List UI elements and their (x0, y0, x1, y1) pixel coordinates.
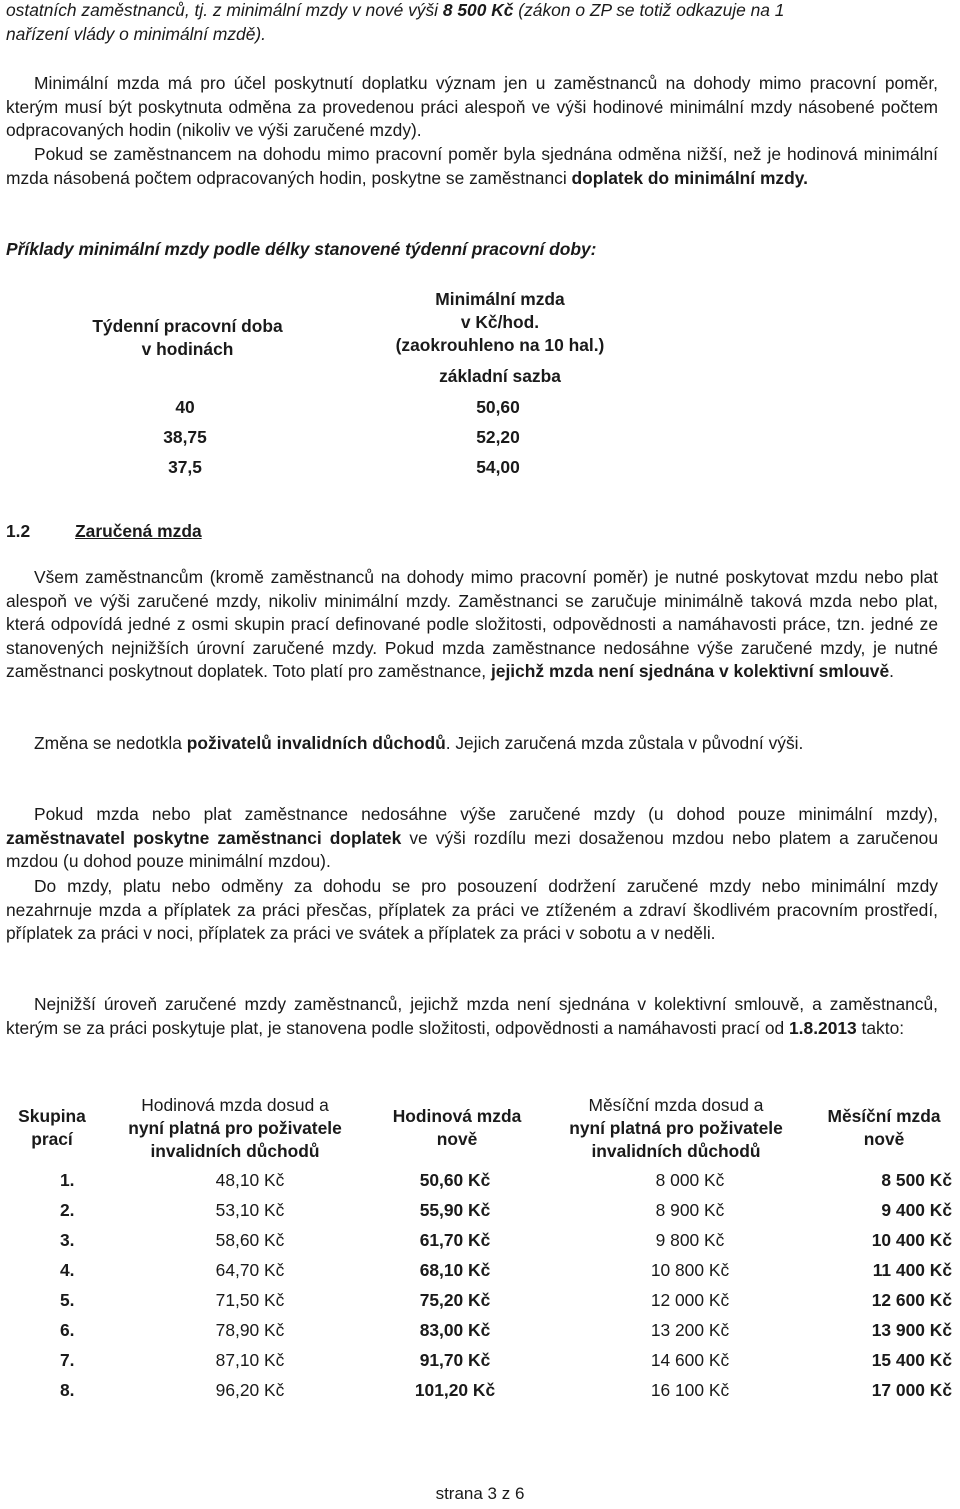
t2-cell-monthly-new: 9 400 Kč (881, 1200, 952, 1220)
t1-wage-r1: 50,60 (476, 397, 520, 417)
t2-cell-monthly-old: 13 200 Kč (650, 1320, 730, 1340)
t1-col2-header (340, 288, 660, 388)
p4-bold: poživatelů invalidních důchodů (186, 733, 446, 753)
t2-cell-monthly-old: 8 000 Kč (655, 1170, 725, 1190)
p5-end: ve výši rozdílu mezi dosaženou mzdou nebo platem a zaručenou mzdou (u dohod pouze minimální mzdou). (6, 827, 939, 871)
t2-cell-monthly-old: 16 100 Kč (650, 1380, 730, 1400)
t2-header-monthly-old-l1: Měsíční mzda dosud a (588, 1095, 764, 1115)
t2-header-monthly-new-l2: nově (863, 1129, 905, 1149)
t1-col2-header-l2: v Kč/hod. (460, 312, 540, 332)
t2-header-group-l2: prací (31, 1129, 73, 1149)
t2-cell-monthly-new: 11 400 Kč (872, 1260, 952, 1280)
page-footer: strana 3 z 6 (435, 1484, 525, 1503)
t1-col2-header-l3: (zaokrouhleno na 10 hal.) (395, 335, 605, 355)
t2-header-monthly-old-l3: invalidních důchodů (591, 1141, 761, 1161)
t2-cell-monthly-new: 12 600 Kč (871, 1290, 952, 1310)
examples-heading: Příklady minimální mzdy podle délky stanovené týdenní pracovní doby: (6, 239, 597, 259)
t2-header-group-l1: Skupina (18, 1106, 86, 1126)
p7-end: takto: (856, 1017, 905, 1038)
t2-cell-monthly-old: 12 000 Kč (650, 1290, 730, 1310)
t1-hours-r2: 38,75 (163, 427, 207, 447)
t2-cell-group: 7. (60, 1350, 75, 1370)
t1-col2-header-l1: Minimální mzda (435, 289, 565, 309)
t2-cell-group: 1. (60, 1170, 75, 1190)
t2-cell-hourly-old: 64,70 Kč (215, 1260, 285, 1280)
p3-text: Všem zaměstnancům (kromě zaměstnanců na dohody mimo pracovní poměr) je nutné poskytovat mzdu nebo plat alespoň ve výši zaručené mzdy, nikoliv minimální mzdy. Zaměstnanci se zaručuje minimálně taková mzda nebo plat, která odpovídá jedné z osmi skupin prací definované podle složitosti, odpovědnosti a namáhavosti práce, tzn. jedné ze stanovených nejnižších úrovní zaručené mzdy. Pokud mzda zaměstnance nedosáhne výše zaručené mzdy, je nutné zaměstnanci poskytnout doplatek. Toto platí pro zaměstnance, (6, 567, 938, 681)
t2-cell-hourly-new: 68,10 Kč (419, 1260, 491, 1280)
t2-cell-hourly-old: 58,60 Kč (215, 1230, 285, 1250)
p4-text: Změna se nedotkla (34, 733, 187, 753)
t2-cell-group: 2. (60, 1200, 75, 1220)
t2-cell-monthly-new: 15 400 Kč (871, 1350, 952, 1370)
p3-bold: jejichž mzda není sjednána v kolektivní smlouvě (490, 661, 890, 681)
p3-end: . (889, 661, 894, 681)
intro-line-2: nařízení vlády o minimální mzdě). (6, 23, 266, 44)
p7-date: 1.8.2013 (789, 1017, 857, 1038)
p5-bold: zaměstnavatel poskytne zaměstnanci doplatek (6, 827, 402, 848)
t2-cell-monthly-old: 14 600 Kč (650, 1350, 730, 1370)
t2-cell-monthly-old: 9 800 Kč (655, 1230, 725, 1250)
t1-col1-header-l1: Týdenní pracovní doba (92, 316, 283, 336)
t2-cell-hourly-new: 50,60 Kč (419, 1170, 491, 1190)
paragraph-employer-supplement (6, 803, 938, 874)
t2-cell-hourly-new: 75,20 Kč (419, 1290, 491, 1310)
t2-header-hourly-new-l2: nově (436, 1129, 478, 1149)
intro-continuation (6, 0, 938, 46)
t2-cell-monthly-new: 10 400 Kč (871, 1230, 952, 1250)
t2-header-hourly-old-l1: Hodinová mzda dosud a (141, 1095, 329, 1115)
t2-header-hourly-old-l3: invalidních důchodů (150, 1141, 320, 1161)
t2-header-monthly-old-l2: nyní platná pro poživatele (569, 1118, 783, 1138)
t1-wage-r3: 54,00 (476, 457, 520, 477)
paragraph-disability-pensioners (6, 732, 938, 756)
t2-cell-hourly-new: 55,90 Kč (419, 1200, 491, 1220)
t1-col2-subheader: základní sazba (439, 366, 561, 386)
p2-bold: doplatek do minimální mzdy. (571, 167, 808, 188)
t2-cell-hourly-old: 87,10 Kč (215, 1350, 285, 1370)
t2-header-hourly-new (372, 1105, 542, 1151)
t1-wage-r2: 52,20 (476, 427, 520, 447)
section-heading (6, 520, 938, 544)
t2-cell-group: 8. (60, 1380, 75, 1400)
t2-header-hourly-old (100, 1094, 370, 1163)
t2-cell-hourly-old: 96,20 Kč (215, 1380, 285, 1400)
t2-cell-monthly-new: 13 900 Kč (871, 1320, 952, 1340)
t2-header-hourly-new-l1: Hodinová mzda (392, 1106, 522, 1126)
t2-header-hourly-old-l2: nyní platná pro poživatele (128, 1118, 342, 1138)
t2-cell-group: 6. (60, 1320, 75, 1340)
intro-line-1-text: ostatních zaměstnanců, tj. z minimální mzdy v nové výši 8 500 Kč (zákon o ZP se totiž odkazuje na 1 (6, 0, 785, 20)
t1-hours-r1: 40 (175, 397, 195, 417)
paragraph-guaranteed-wage (6, 566, 938, 684)
paragraph-excluded-items: Do mzdy, platu nebo odměny za dohodu se pro posouzení dodržení zaručené mzdy nebo minimální mzdy nezahrnuje mzda a příplatek za práci přesčas, příplatek za práci ve ztíženém a zdraví škodlivém pracovním prostředí, příplatek za práci v noci, příplatek za práci ve svátek a příplatek za práci v sobotu a v neděli. (6, 876, 938, 943)
paragraph-minimum-wage-purpose: Minimální mzda má pro účel poskytnutí doplatku význam jen u zaměstnanců na dohody mimo pracovní poměr, kterým musí být poskytnuta odměna za provedenou práci alespoň ve výši hodinové minimální mzdy násobené počtem odpracovaných hodin (nikoliv ve výši zaručené mzdy). (6, 73, 938, 140)
t2-cell-group: 5. (60, 1290, 75, 1310)
t2-header-monthly-old (540, 1094, 812, 1163)
t2-cell-monthly-new: 17 000 Kč (871, 1380, 952, 1400)
paragraph-lowest-level (6, 993, 938, 1040)
section-title: Zaručená mzda (75, 521, 202, 541)
t2-header-monthly-new (810, 1105, 958, 1151)
new-minimum-wage-amount: 8 500 Kč (442, 0, 514, 20)
section-number: 1.2 (6, 521, 31, 541)
t2-cell-group: 4. (60, 1260, 75, 1280)
t2-cell-hourly-new: 91,70 Kč (419, 1350, 491, 1370)
paragraph-dohoda-supplement (6, 143, 938, 190)
p5-text: Pokud mzda nebo plat zaměstnance nedosáhne výše zaručené mzdy (u dohod pouze minimální mzdy), (34, 804, 938, 824)
p7-text: Nejnižší úroveň zaručené mzdy zaměstnanců, jejichž mzda není sjednána v kolektivní smlouvě, a zaměstnanců, kterým se za práci poskytuje plat, je stanovena podle složitosti, odpovědnosti a namáhavosti prací od (6, 994, 938, 1038)
t2-header-group (2, 1105, 102, 1151)
t2-cell-hourly-old: 53,10 Kč (215, 1200, 285, 1220)
t2-cell-group: 3. (60, 1230, 75, 1250)
t2-cell-hourly-old: 78,90 Kč (215, 1320, 285, 1340)
t2-header-monthly-new-l1: Měsíční mzda (827, 1106, 941, 1126)
t2-cell-hourly-old: 48,10 Kč (215, 1170, 285, 1190)
intro-line-1 (6, 0, 938, 23)
t2-cell-monthly-new: 8 500 Kč (881, 1170, 952, 1190)
t2-cell-hourly-new: 61,70 Kč (419, 1230, 491, 1250)
p4-end: . Jejich zaručená mzda zůstala v původní výši. (445, 733, 804, 753)
t2-cell-hourly-old: 71,50 Kč (215, 1290, 285, 1310)
t2-cell-hourly-new: 83,00 Kč (419, 1320, 491, 1340)
t2-cell-hourly-new: 101,20 Kč (414, 1380, 496, 1400)
t1-col1-header-l2: v hodinách (141, 339, 234, 359)
t2-cell-monthly-old: 8 900 Kč (655, 1200, 725, 1220)
p2-text: Pokud se zaměstnancem na dohodu mimo pracovní poměr byla sjednána odměna nižší, než je hodinová minimální mzda násobená počtem odpracovaných hodin, poskytne se zaměstnanci (6, 144, 938, 188)
t1-col1-header (60, 315, 315, 361)
t1-hours-r3: 37,5 (168, 457, 202, 477)
t2-cell-monthly-old: 10 800 Kč (650, 1260, 730, 1280)
